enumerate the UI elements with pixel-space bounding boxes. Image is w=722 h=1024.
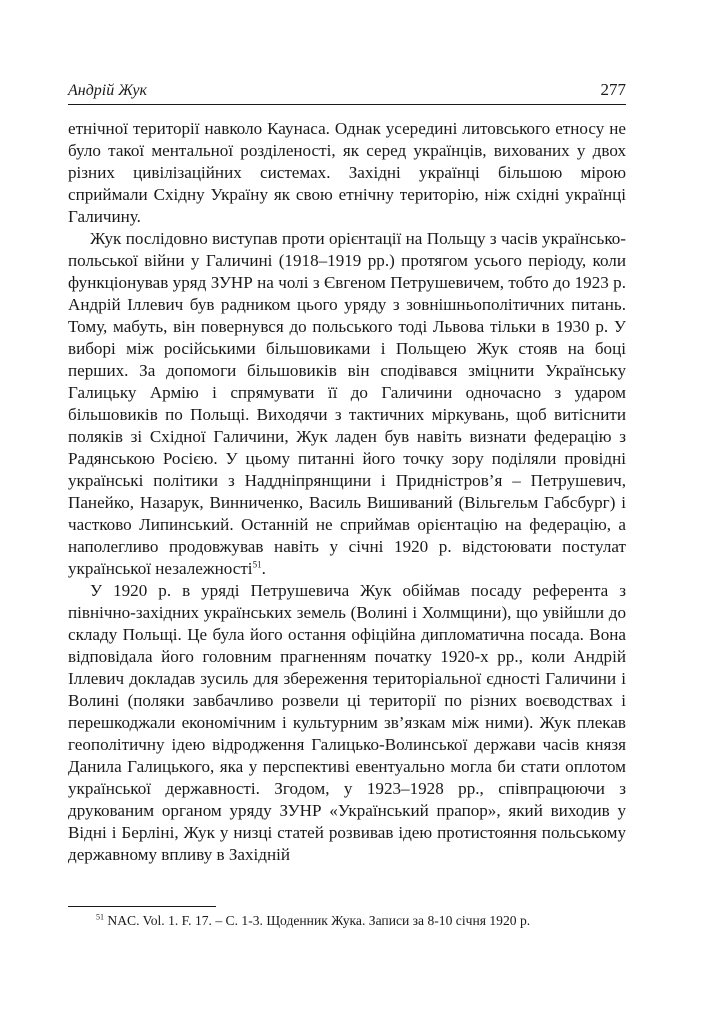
footnote-divider (68, 906, 216, 907)
body-text (68, 118, 626, 866)
footnote-reference[interactable]: 51 (252, 559, 262, 570)
paragraph-2: Жук послідовно виступав проти орієнтації на Польщу з часів українсько-польської війни у Галичині (1918–1919 рр.) протягом усього періоду, коли функціонував уряд ЗУНР на чолі з Євгеном Петрушевичем, тобто до 1923 р. Андрій Іллевич був радником цього уряду з зовнішньополітичних питань. Тому, мабуть, він повернувся до польського тоді Львова тільки в 1930 р. У виборі між російськими більшовиками і Польщею Жук стояв на боці перших. За допомоги більшовиків він сподівався зміцнити Українську Галицьку Армію і спрямувати її до Галичини одночасно з ударом більшовиків по Польщі. Виходячи з тактичних міркувань, щоб витіснити поляків зі Східної Галичини, Жук ладен був навіть визнати федерацію з Радянською Росією. У цьому питанні його точку зору поділяли провідні українські політики з Наддніпрянщини і Придністров’я – Петрушевич, Панейко, Назарук, Винниченко, Василь Вишиваний (Вільгельм Габсбург) і частково Липинський. Останній не сприймав орієнтацію на федерацію, а наполегливо продовжував навіть у січні 1920 р. відстоювати постулат української незалежності$^{51}$. (68, 229, 626, 578)
footnote-number: 51 (96, 912, 104, 922)
book-page (68, 78, 626, 928)
paragraph-1-text: етнічної території навколо Каунаса. Однак усередині литовського етносу не було такої ментальної розділеності, як серед українців, вихованих у двох різних цивілізаційних системах. Західні українці більшою мірою сприймали Східну Україну як свою етнічну територію, ніж східні українці Галичину. (68, 119, 626, 226)
paragraph-3 (68, 580, 626, 866)
page-number: 277 (600, 80, 626, 99)
running-head-author: Андрій Жук (68, 82, 148, 99)
footnote (96, 912, 626, 930)
running-header (68, 78, 626, 105)
footnote-text: NAC. Vol. 1. F. 17. – C. 1-3. Щоденник Жука. Записи за 8-10 січня 1920 р. (107, 913, 531, 928)
paragraph-1 (68, 118, 626, 228)
paragraph-3-text: У 1920 р. в уряді Петрушевича Жук обіймав посаду референта з північно-західних українських земель (Волині і Холмщини), що увійшли до складу Польщі. Це була його остання офіційна дипломатична посада. Вона відповідала його головним прагненням початку 1920-х рр., коли Андрій Іллевич докладав зусиль для збереження територіальної єдності Галичини і Волині (поляки завбачливо розвели ці території по різних воєводствах і перешкоджали економічним і культурним зв’язкам між ними). Жук плекав геополітичну ідею відродження Галицько-Волинської держави часів князя Данила Галицького, яка у перспективі евентуально могла би стати оплотом української державності. Згодом, у 1923–1928 рр., співпрацюючи з друкованим органом уряду ЗУНР «Український прапор», який виходив у Відні і Берліні, Жук у низці статей розвивав ідею протистояння польському державному впливу в Західній (68, 581, 626, 864)
paragraph-2-text: Жук послідовно виступав проти орієнтації на Польщу з часів українсько-польської війни у Галичині (1918–1919 рр.) протягом усього періоду, коли функціонував уряд ЗУНР на чолі з Євгеном Петрушевичем, тобто до 1923 р. Андрій Іллевич був радником цього уряду з зовнішньополітичних питань. Тому, мабуть, він повернувся до польського тоді Львова тільки в 1930 р. У виборі між російськими більшовиками і Польщею Жук стояв на боці перших. За допомоги більшовиків він сподівався зміцнити Українську Галицьку Армію і спрямувати її до Галичини одночасно з ударом більшовиків по Польщі. Виходячи з тактичних міркувань, щоб витіснити поляків зі Східної Галичини, Жук ладен був навіть визнати федерацію з Радянською Росією. У цьому питанні його точку зору поділяли провідні українські політики з Наддніпрянщини і Придністров’я – Петрушевич, Панейко, Назарук, Винниченко, Василь Вишиваний (Вільгельм Габсбург) і частково Липинський. Останній не сприймав орієнтацію на федерацію, а наполегливо продовжував навіть у січні 1920 р. відстоювати постулат української незалежності (68, 229, 626, 578)
